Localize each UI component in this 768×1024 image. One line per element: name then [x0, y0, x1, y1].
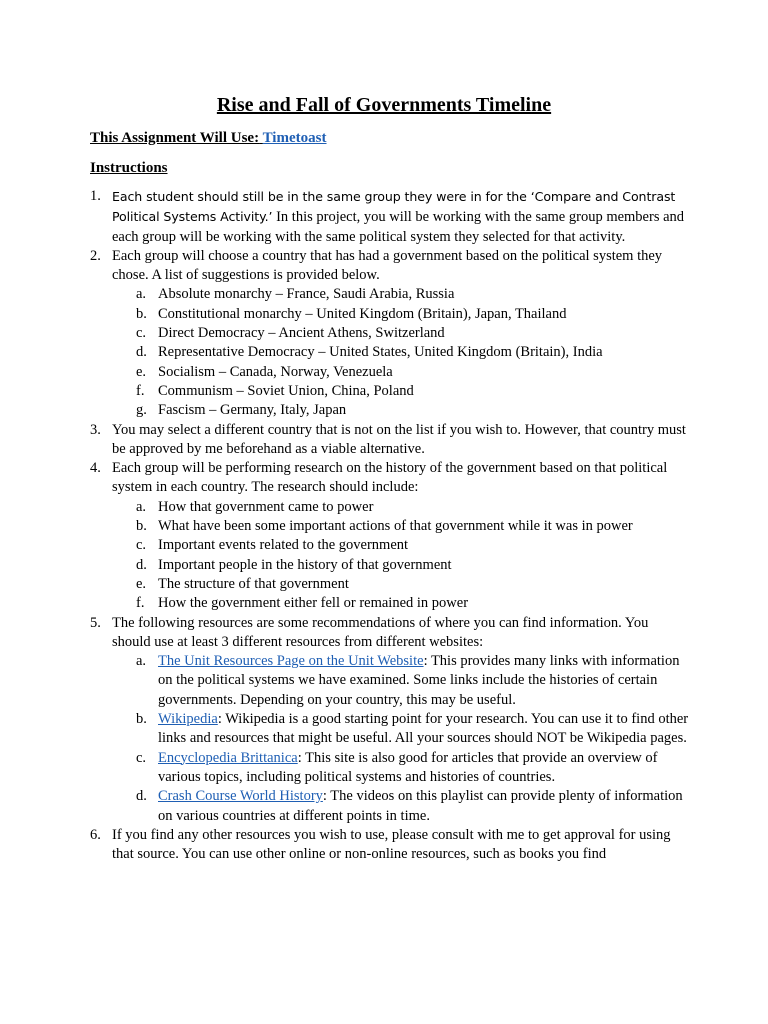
- item-text: You may select a different country that is not on the list if you wish to. However, that country must be approved by me beforehand as a viable alternative.: [112, 421, 686, 457]
- sub-item: [90, 401, 690, 420]
- sub-item-text: [158, 749, 690, 788]
- sub-item-text: Important people in the history of that government: [158, 556, 452, 573]
- item-text: [112, 187, 690, 247]
- sub-item-text: How that government came to power: [158, 498, 374, 515]
- list-item: [90, 826, 690, 865]
- sub-item: [90, 382, 690, 401]
- sub-item-text: Absolute monarchy – France, Saudi Arabia, Russia: [158, 286, 455, 303]
- item-text-rest: In this project, you will be working with the same group members and each group will be working with the same political system they selected for that activity.: [112, 209, 685, 245]
- sub-item: [90, 343, 690, 362]
- sub-item-letter: a.: [136, 498, 147, 515]
- sub-item-text: How the government either fell or remained in power: [158, 595, 469, 612]
- item-number: 1.: [90, 188, 101, 204]
- sub-item-letter: a.: [136, 286, 147, 303]
- crash-course-link[interactable]: Crash Course World History: [158, 788, 323, 805]
- sub-item-description: : Wikipedia is a good starting point for your research. You can use it to find other links and resources that might be useful. All your sources should NOT be Wikipedia pages.: [158, 711, 689, 747]
- sub-item-letter: e.: [136, 575, 147, 592]
- sub-item-text: [158, 787, 690, 826]
- sub-item-letter: d.: [136, 556, 147, 573]
- sub-item: [90, 536, 690, 555]
- sub-item-letter: f.: [136, 595, 145, 612]
- sub-item: [90, 787, 690, 826]
- sub-item-description: : This site is also good for articles that provide an overview of various topics, including political systems and histories of countries.: [158, 749, 658, 785]
- sub-item-text: Representative Democracy – United States, United Kingdom (Britain), India: [158, 344, 603, 361]
- item-number: 6.: [90, 826, 101, 843]
- item-text: Each group will choose a country that has had a government based on the political system they chose. A list of suggestions is provided below.: [112, 247, 663, 284]
- item-text: The following resources are some recommendations of where you can find information. You should use at least 3 different resources from different websites:: [112, 614, 649, 650]
- sub-item: [90, 652, 690, 710]
- sub-item-letter: b.: [136, 305, 147, 322]
- sub-item-letter: f.: [136, 382, 145, 399]
- sub-item-text: Constitutional monarchy – United Kingdom (Britain), Japan, Thailand: [158, 305, 567, 322]
- sub-item-letter: b.: [136, 711, 147, 728]
- sub-item-letter: c.: [136, 749, 147, 766]
- item-text: Each group will be performing research on the history of the government based on that political system in each country. The research should include:: [112, 460, 668, 496]
- sub-item-description: : This provides many links with information on the political systems we have examined. Some links include the histories of certain governments. Depending on your country, this may be useful.: [158, 653, 680, 708]
- sub-item-text: What have been some important actions of that government while it was in power: [158, 518, 633, 535]
- item-text-sans: Each student should still be in the same group they were in for the ‘Compare and Contrast Political Systems Activity.’: [112, 189, 676, 225]
- item-number: 4.: [90, 460, 101, 477]
- item-text: If you find any other resources you wish to use, please consult with me to get approval for using that source. You can use other online or non-online resources, such as books you find: [112, 826, 671, 863]
- sub-item-text: [158, 652, 690, 710]
- sub-item-letter: b.: [136, 518, 147, 535]
- sub-item-text: Direct Democracy – Ancient Athens, Switzerland: [158, 325, 445, 342]
- list-item: [90, 247, 690, 286]
- sub-item: [90, 305, 690, 324]
- sub-item-text: Important events related to the government: [158, 537, 409, 554]
- sub-item-text: Socialism – Canada, Norway, Venezuela: [158, 363, 393, 380]
- sub-item-letter: d.: [136, 788, 147, 805]
- sub-item: [90, 517, 690, 536]
- sub-item-letter: c.: [136, 325, 147, 342]
- unit-resources-link[interactable]: The Unit Resources Page on the Unit Website: [158, 653, 424, 670]
- sub-item: [90, 575, 690, 594]
- sub-item-letter: d.: [136, 344, 147, 361]
- list-item: [90, 614, 690, 653]
- sub-item: [90, 710, 690, 749]
- item-number: 2.: [90, 247, 101, 264]
- sub-item: [90, 324, 690, 343]
- wikipedia-link[interactable]: Wikipedia: [158, 711, 218, 728]
- assignment-tool-label: This Assignment Will Use:: [90, 130, 260, 146]
- assignment-tool-line: [90, 129, 326, 148]
- sub-item: [90, 749, 690, 788]
- sub-item: [90, 498, 690, 517]
- sub-item-letter: c.: [136, 537, 147, 554]
- instructions-list: [90, 187, 690, 864]
- sub-item-letter: g.: [136, 402, 147, 419]
- sub-item-letter: e.: [136, 363, 147, 380]
- sub-item-description: : The videos on this playlist can provide plenty of information on various countries at different points in time.: [158, 788, 683, 824]
- sub-item-text: The structure of that government: [158, 575, 349, 592]
- timetoast-link[interactable]: Timetoast: [262, 130, 327, 146]
- sub-item: [90, 556, 690, 575]
- sub-item-text: Communism – Soviet Union, China, Poland: [158, 382, 414, 399]
- encyclopedia-brittanica-link[interactable]: Encyclopedia Brittanica: [158, 749, 298, 766]
- sub-item: [90, 594, 690, 613]
- list-item: [90, 459, 690, 498]
- item-number: 5.: [90, 614, 101, 631]
- sub-item: [90, 285, 690, 304]
- sub-item-letter: a.: [136, 653, 147, 670]
- sub-item-text: Fascism – Germany, Italy, Japan: [158, 402, 347, 419]
- instructions-heading: Instructions: [90, 160, 168, 176]
- sub-item: [90, 363, 690, 382]
- list-item: [90, 187, 690, 247]
- list-item: [90, 421, 690, 460]
- page-title: Rise and Fall of Governments Timeline: [216, 94, 552, 116]
- sub-item-text: [158, 710, 690, 749]
- item-number: 3.: [90, 421, 101, 438]
